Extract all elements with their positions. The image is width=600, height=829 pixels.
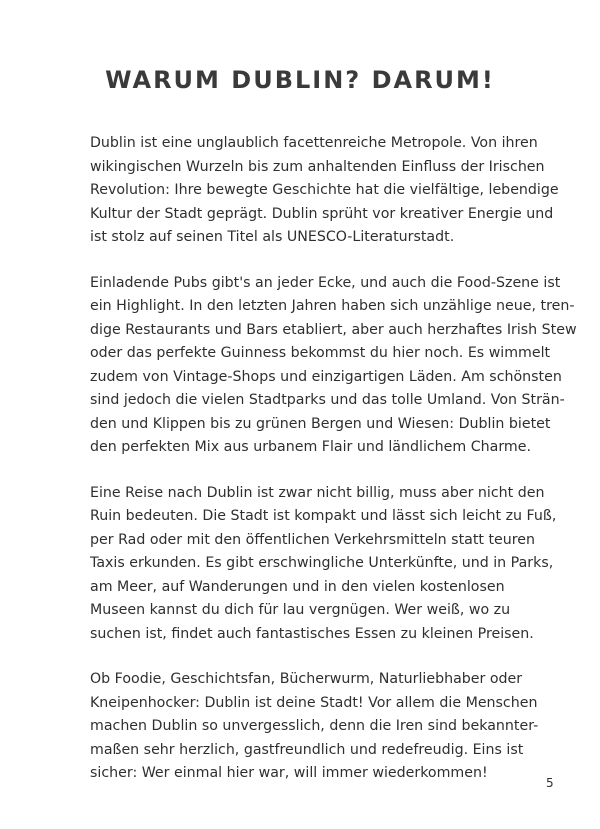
paragraph-budget	[90, 482, 570, 647]
text-line: Ob Foodie, Geschichtsfan, Bücherwurm, Naturliebhaber oder	[90, 671, 523, 687]
text-line: suchen ist, findet auch fantastisches Essen zu kleinen Preisen.	[90, 625, 534, 642]
text-line: dige Restaurants und Bars etabliert, aber auch herzhaftes Irish Stew	[90, 321, 577, 338]
text-line: den und Klippen bis zu grünen Bergen und Wiesen: Dublin bietet	[90, 415, 551, 432]
text-line: ist stolz auf seinen Titel als UNESCO-Literaturstadt.	[90, 229, 455, 245]
text-line: am Meer, auf Wanderungen und in den vielen kostenlosen	[90, 578, 505, 595]
text-line: Kultur der Stadt geprägt. Dublin sprüht vor kreativer Energie und	[90, 205, 554, 222]
text-line: Einladende Pubs gibt's an jeder Ecke, und auch die Food-Szene ist	[90, 274, 561, 291]
text-line: Dublin ist eine unglaublich facettenreiche Metropole. Von ihren	[90, 135, 538, 151]
text-line: sind jedoch die vielen Stadtparks und das tolle Umland. Von Strän-	[90, 392, 565, 408]
text-line: Ruin bedeuten. Die Stadt ist kompakt und lässt sich leicht zu Fuß,	[90, 508, 557, 524]
text-line: Kneipenhocker: Dublin ist deine Stadt! Vor allem die Menschen	[90, 694, 538, 711]
text-line: Taxis erkunden. Es gibt erschwingliche Unterkünfte, und in Parks,	[90, 555, 554, 571]
text-line: Museen kannst du dich für lau vergnügen. Wer weiß, wo zu	[90, 602, 511, 618]
text-line: Revolution: Ihre bewegte Geschichte hat die vielfältige, lebendige	[90, 182, 559, 198]
text-line: ein Highlight. In den letzten Jahren haben sich unzählige neue, tren-	[90, 298, 575, 314]
page-number: 5	[546, 776, 554, 790]
page-title: WARUM DUBLIN? DARUM!	[105, 66, 495, 94]
text-line: Eine Reise nach Dublin ist zwar nicht billig, muss aber nicht den	[90, 484, 545, 501]
text-line: zudem von Vintage-Shops und einzigartigen Läden. Am schönsten	[90, 368, 562, 385]
text-line: maßen sehr herzlich, gastfreundlich und redefreudig. Eins ist	[90, 741, 524, 758]
paragraph-people	[90, 668, 570, 786]
text-line: sicher: Wer einmal hier war, will immer wiederkommen!	[90, 765, 488, 781]
text-line: machen Dublin so unvergesslich, denn die Iren sind bekannter-	[90, 718, 539, 734]
paragraph-history	[90, 132, 570, 250]
text-line: wikingischen Wurzeln bis zum anhaltenden Einfluss der Irischen	[90, 158, 545, 175]
text-line: per Rad oder mit den öffentlichen Verkehrsmitteln statt teuren	[90, 531, 535, 548]
text-line: den perfekten Mix aus urbanem Flair und ländlichem Charme.	[90, 439, 531, 455]
paragraph-pubs-food	[90, 272, 577, 460]
text-line: oder das perfekte Guinness bekommst du hier noch. Es wimmelt	[90, 345, 551, 361]
body-text	[90, 132, 577, 808]
